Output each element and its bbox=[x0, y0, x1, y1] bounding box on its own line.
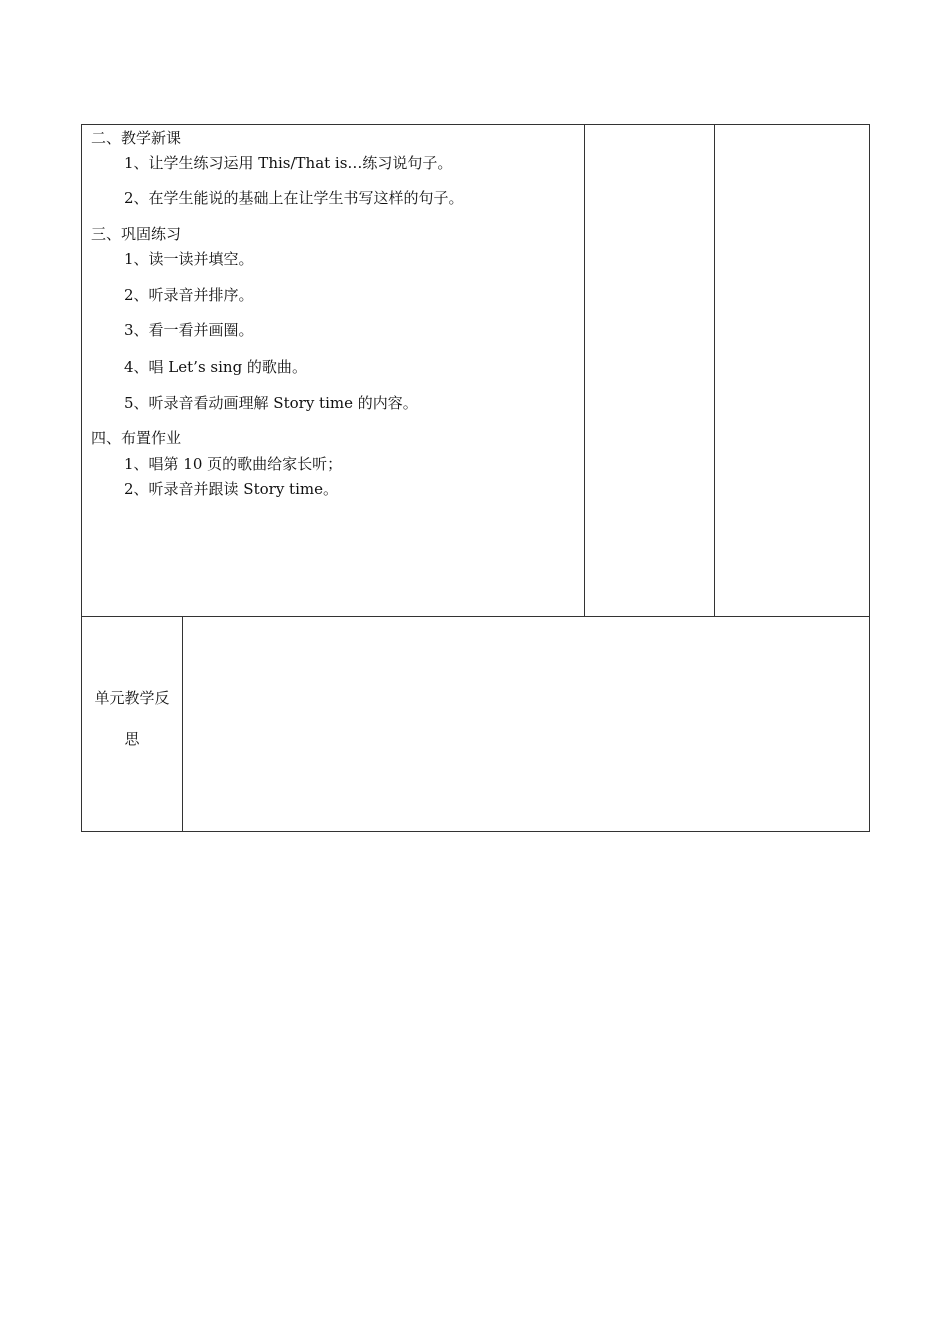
list-item: 1、读一读并填空。 bbox=[124, 250, 254, 268]
list-item: 4、唱 Let’s sing 的歌曲。 bbox=[124, 358, 307, 376]
list-item: 5、听录音看动画理解 Story time 的内容。 bbox=[124, 394, 418, 412]
reflection-divider bbox=[182, 616, 183, 832]
reflection-label-line1: 单元教学反 bbox=[94, 689, 170, 707]
section-heading-new-lesson: 二、教学新课 bbox=[91, 129, 182, 147]
section-heading-practice: 三、巩固练习 bbox=[91, 225, 182, 243]
list-item: 1、让学生练习运用 This/That is…练习说句子。 bbox=[124, 154, 453, 172]
list-item: 2、在学生能说的基础上在让学生书写这样的句子。 bbox=[124, 189, 464, 207]
column-divider-1 bbox=[584, 124, 585, 617]
list-item: 1、唱第 10 页的歌曲给家长听； bbox=[124, 455, 343, 473]
list-item: 2、听录音并排序。 bbox=[124, 286, 254, 304]
list-item: 3、看一看并画圈。 bbox=[124, 321, 254, 339]
reflection-label-line2: 思 bbox=[124, 730, 140, 748]
column-divider-2 bbox=[714, 124, 715, 617]
list-item: 2、听录音并跟读 Story time。 bbox=[124, 480, 338, 498]
reflection-table bbox=[81, 616, 870, 832]
section-heading-homework: 四、布置作业 bbox=[91, 429, 182, 447]
